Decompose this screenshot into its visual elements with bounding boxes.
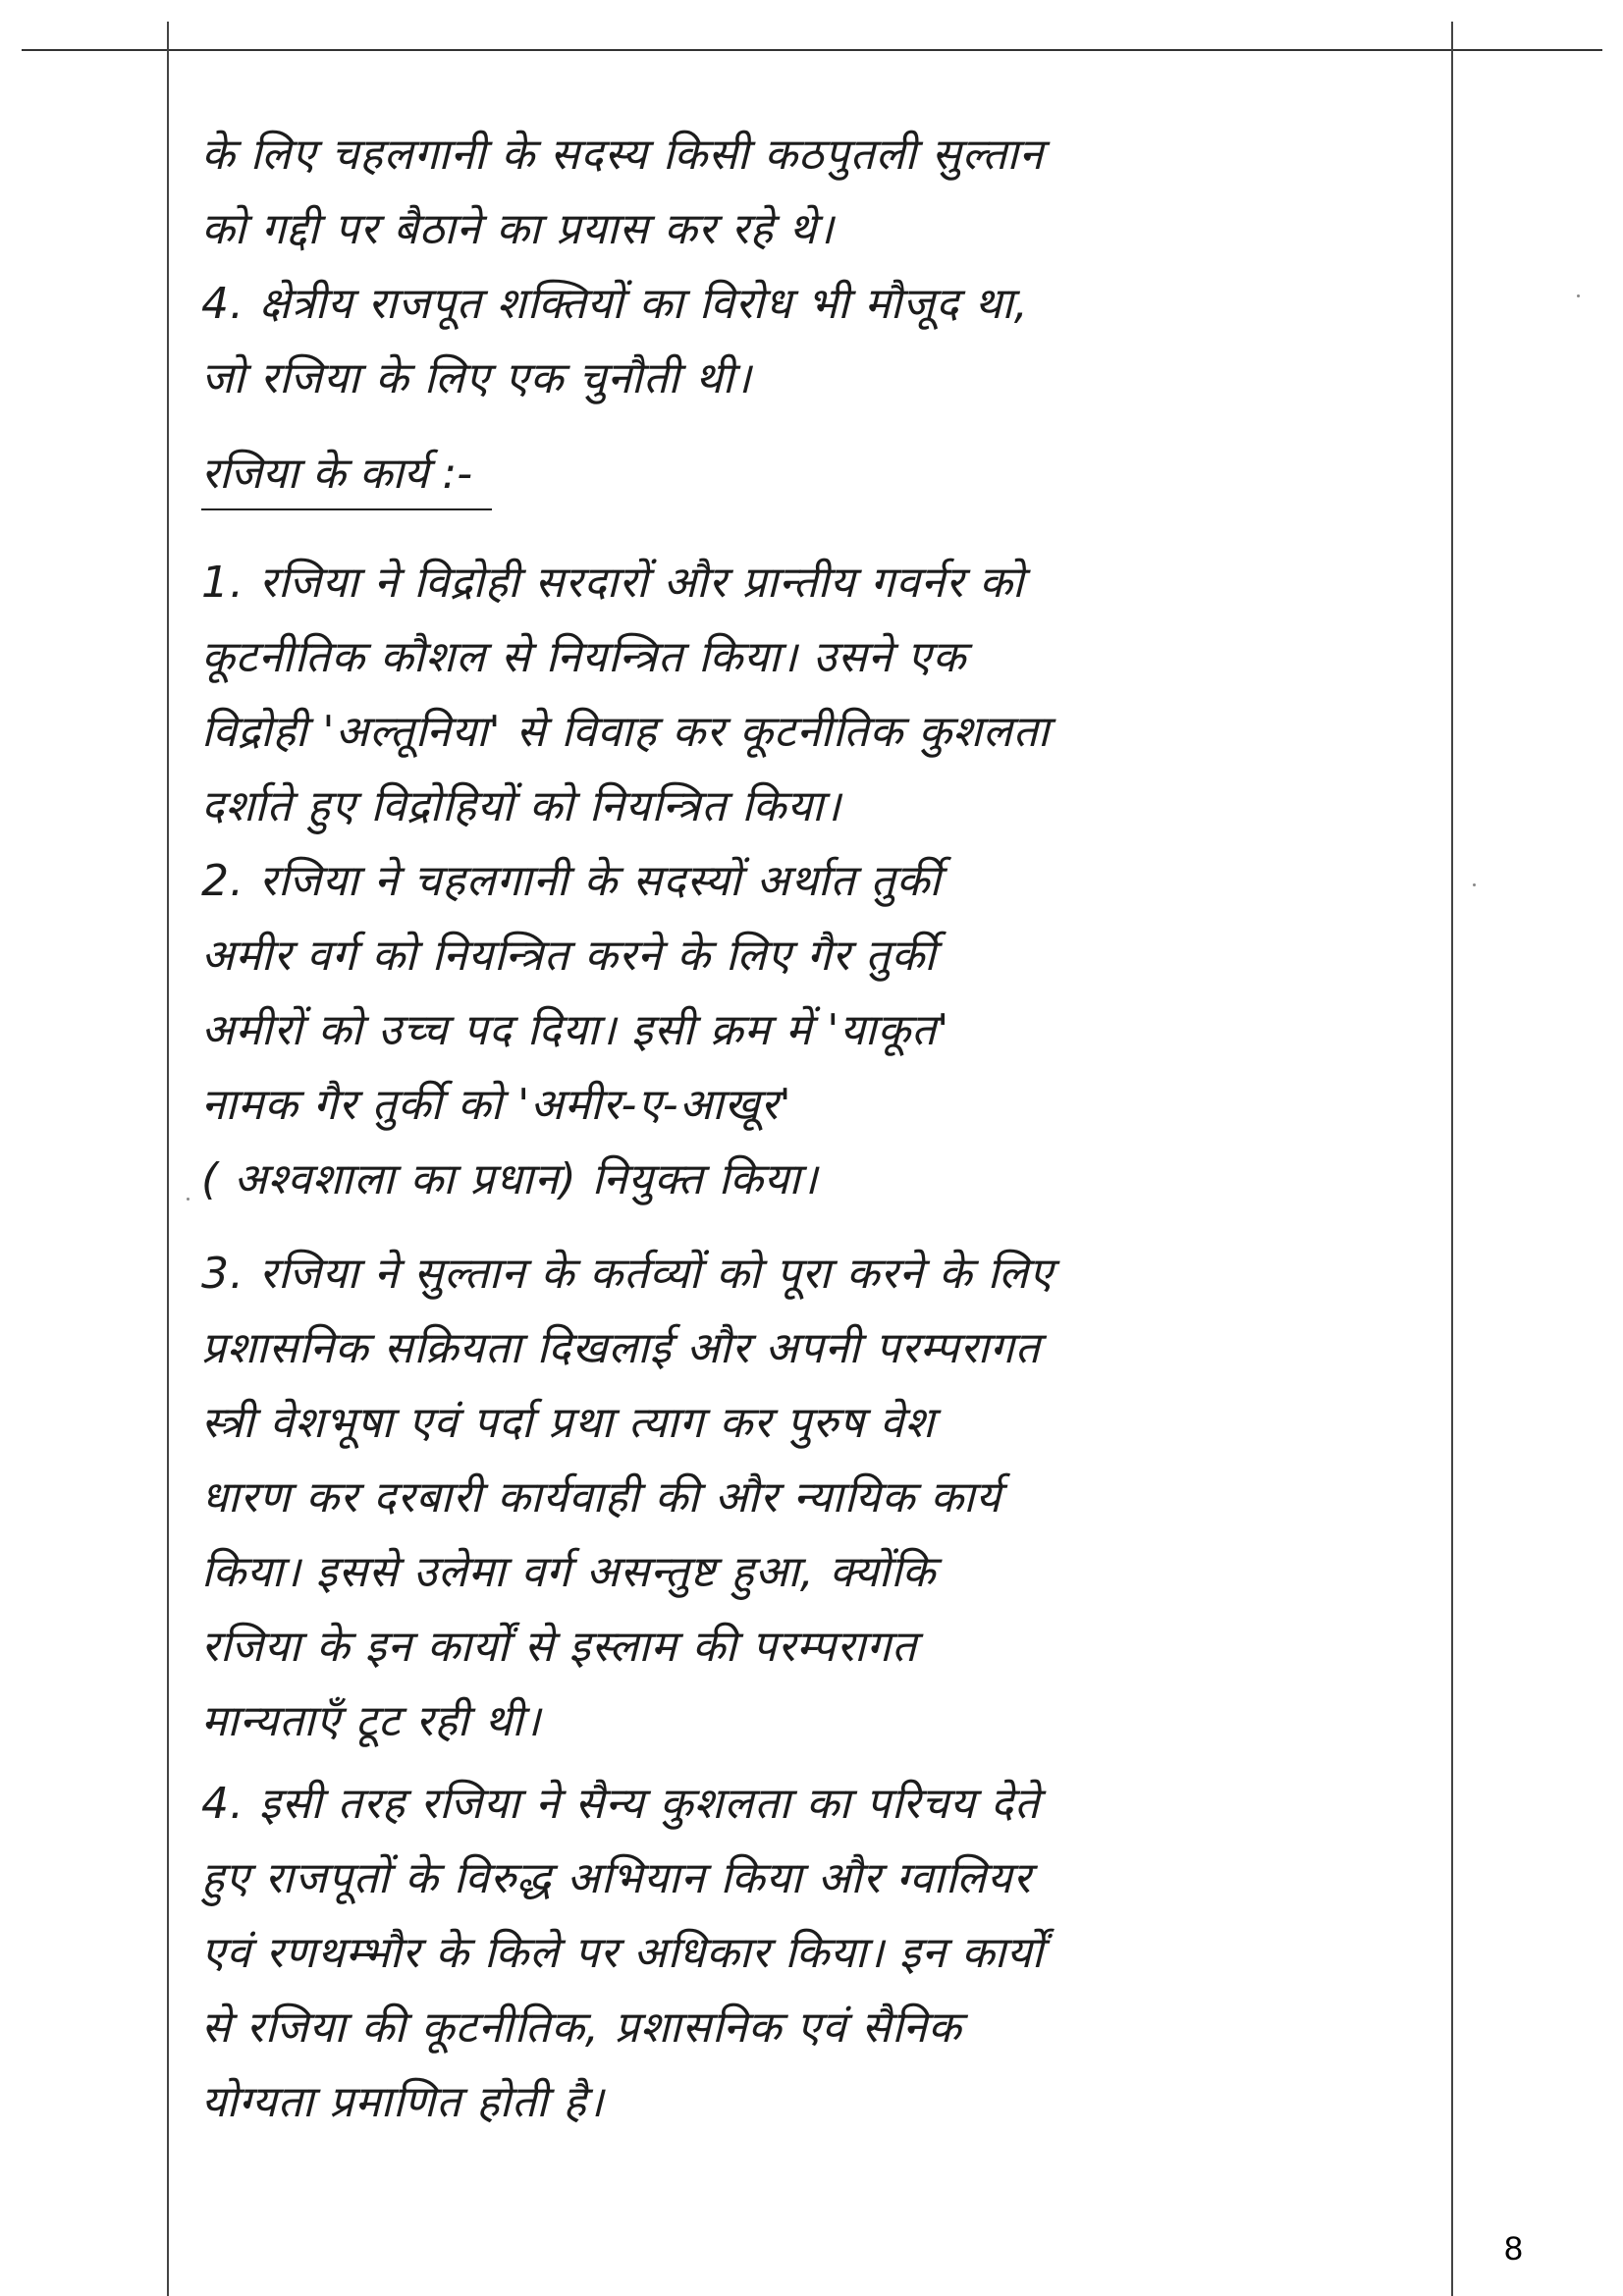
- text-line: मान्यताएँ टूट रही थी।: [201, 1696, 542, 1746]
- text-line: को गद्दी पर बैठाने का प्रयास कर रहे थे।: [201, 204, 835, 254]
- scan-speck: [187, 1198, 189, 1201]
- text-line: जो रजिया के लिए एक चुनौती थी।: [201, 353, 752, 403]
- intro-section: [201, 118, 1443, 416]
- text-line: किया। इससे उलेमा वर्ग असन्तुष्ट हुआ, क्योंकि: [201, 1547, 937, 1597]
- text-line: हुए राजपूतों के विरुद्ध अभियान किया और ग्वालियर: [201, 1853, 1032, 1903]
- text-line: के लिए चहलगानी के सदस्य किसी कठपुतली सुल्तान: [201, 130, 1045, 180]
- text-line: से रजिया की कूटनीतिक, प्रशासनिक एवं सैनिक: [201, 2002, 962, 2053]
- scan-speck: [1473, 883, 1476, 886]
- text-line: स्त्री वेशभूषा एवं पर्दा प्रथा त्याग कर पुरुष वेश: [201, 1398, 936, 1448]
- text-line: ( अश्वशाला का प्रधान) नियुक्त किया।: [201, 1154, 819, 1204]
- right-margin-rule: [1451, 22, 1453, 2296]
- text-line: दर्शाते हुए विद्रोहियों को नियन्त्रित किया।: [201, 781, 842, 831]
- text-line: एवं रणथम्भौर के किले पर अधिकार किया। इन कार्यों: [201, 1928, 1045, 1978]
- text-line: 3. रजिया ने सुल्तान के कर्तव्यों को पूरा करने के लिए: [201, 1249, 1055, 1299]
- page-number: 8: [1504, 2230, 1523, 2268]
- text-line: 4. क्षेत्रीय राजपूत शक्तियों का विरोध भी मौजूद था,: [201, 279, 1029, 329]
- section-heading: रजिया के कार्य :-: [201, 440, 492, 510]
- text-line: विद्रोही 'अल्तूनिया' से विवाह कर कूटनीतिक कुशलता: [201, 707, 1051, 757]
- text-line: कूटनीतिक कौशल से नियन्त्रित किया। उसने एक: [201, 632, 967, 682]
- left-margin-rule: [167, 22, 169, 2296]
- point-2: [201, 844, 1443, 1217]
- point-3: [201, 1237, 1443, 1759]
- notes-body: [201, 118, 1443, 2140]
- text-line: 2. रजिया ने चहलगानी के सदस्यों अर्थात तुर्की: [201, 856, 942, 906]
- text-line: 4. इसी तरह रजिया ने सैन्य कुशलता का परिचय देते: [201, 1779, 1041, 1829]
- text-line: योग्यता प्रमाणित होती है।: [201, 2077, 605, 2127]
- text-line: रजिया के इन कार्यों से इस्लाम की परम्परागत: [201, 1622, 918, 1672]
- text-line: 1. रजिया ने विद्रोही सरदारों और प्रान्तीय गवर्नर को: [201, 558, 1025, 608]
- text-line: धारण कर दरबारी कार्यवाही की और न्यायिक कार्य: [201, 1472, 1002, 1522]
- text-line: नामक गैर तुर्की को 'अमीर-ए-आखूर': [201, 1080, 792, 1130]
- point-1: [201, 546, 1443, 844]
- text-line: अमीरों को उच्च पद दिया। इसी क्रम में 'याकूत': [201, 1005, 950, 1055]
- top-margin-rule: [22, 49, 1602, 51]
- text-line: अमीर वर्ग को नियन्त्रित करने के लिए गैर तुर्की: [201, 931, 937, 981]
- scan-speck: [1577, 294, 1580, 297]
- text-line: प्रशासनिक सक्रियता दिखलाई और अपनी परम्परागत: [201, 1323, 1041, 1373]
- point-4: [201, 1767, 1443, 2140]
